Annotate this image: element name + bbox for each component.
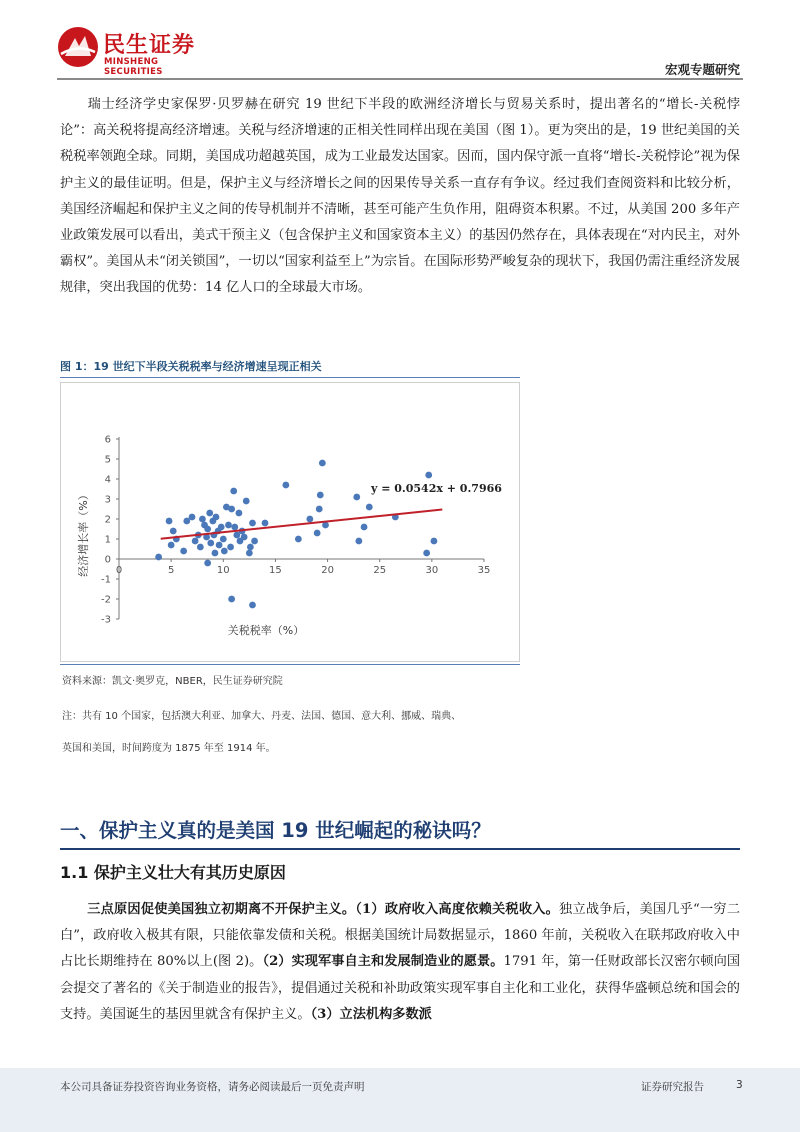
data-point <box>207 540 214 547</box>
data-point <box>355 538 362 545</box>
data-point <box>246 550 253 557</box>
data-point <box>213 514 220 521</box>
subsection-heading: 1.1 保护主义壮大有其历史原因 <box>60 863 286 882</box>
section-heading: 一、保护主义真的是美国 19 世纪崛起的秘诀吗？ <box>60 819 491 842</box>
x-tick-label: 5 <box>167 565 175 576</box>
page-number: 3 <box>736 1079 743 1091</box>
y-tick-label: 3 <box>104 494 111 506</box>
footer-disclaimer: 本公司具备证券投资咨询业务资格，请务必阅读最后一页免责声明 <box>60 1081 365 1093</box>
data-point <box>180 548 187 555</box>
data-point <box>306 516 313 523</box>
section-heading-rule <box>60 848 740 850</box>
y-tick-label: -3 <box>101 614 111 626</box>
y-tick-label: -1 <box>101 574 111 586</box>
y-tick-label: 0 <box>104 554 111 566</box>
x-tick-label: 35 <box>477 565 491 576</box>
data-point <box>192 538 199 545</box>
data-point <box>247 544 254 551</box>
data-point <box>353 494 360 501</box>
figure-bottom-rule <box>60 664 520 665</box>
data-point <box>425 472 432 479</box>
x-tick-label: 30 <box>425 565 439 576</box>
data-point <box>212 550 219 557</box>
data-point <box>243 498 250 505</box>
body-bold-2: （2）实现军事自主和发展制造业的愿景。 <box>262 954 504 970</box>
data-point <box>216 542 223 549</box>
data-point <box>319 460 326 467</box>
data-point <box>423 550 430 557</box>
data-point <box>317 492 324 499</box>
data-point <box>170 528 177 535</box>
page-footer <box>0 1068 800 1132</box>
data-point <box>225 522 232 529</box>
data-point <box>220 536 227 543</box>
data-point <box>366 504 373 511</box>
y-tick-label: 6 <box>104 434 111 446</box>
figure-source: 资料来源：凯文·奥罗克，NBER，民生证券研究院 <box>62 676 283 687</box>
figure-note-line2: 英国和美国，时间跨度为 1875 年至 1914 年。 <box>62 743 276 754</box>
report-type: 宏观专题研究 <box>664 62 740 77</box>
brand-logo <box>57 26 217 77</box>
data-point <box>249 520 256 527</box>
body-text-2: 1791 年，第一任财政部长汉密尔顿向国会提交了著名的《关于制造业的报告》，提倡通过关税和补助政策实现军事自主化和工业化，获得华盛顿总统和国会的支持。美国诞生的基因里就含有保护主义。 <box>60 954 741 1022</box>
x-axis-title: 关税税率（%） <box>227 624 305 637</box>
data-point <box>431 538 438 545</box>
data-point <box>251 538 258 545</box>
body-paragraph <box>60 897 740 1028</box>
data-point <box>228 596 235 603</box>
data-point <box>228 506 235 513</box>
figure-caption: 图 1：19 世纪下半段关税税率与经济增速呈现正相关 <box>60 360 322 373</box>
footer-report-label: 证券研究报告 <box>641 1081 704 1093</box>
data-point <box>241 534 248 541</box>
data-point <box>361 524 368 531</box>
data-point <box>197 544 204 551</box>
data-point <box>316 506 323 513</box>
data-point <box>227 544 234 551</box>
data-point <box>168 542 175 549</box>
data-point <box>295 536 302 543</box>
x-tick-label: 0 <box>115 565 123 576</box>
data-point <box>218 524 225 531</box>
trendline-equation: y = 0.0542x + 0.7966 <box>371 482 502 495</box>
y-tick-label: 2 <box>104 514 111 526</box>
y-axis-title: 经济增长率（%） <box>77 489 90 577</box>
data-point <box>166 518 173 525</box>
data-point <box>206 510 213 517</box>
data-point <box>155 554 162 561</box>
y-tick-label: 1 <box>104 534 111 546</box>
x-tick-label: 15 <box>269 565 282 576</box>
brand-name-en: MINSHENG SECURITIES <box>104 57 163 77</box>
figure-top-rule <box>60 377 520 378</box>
y-tick-label: 5 <box>104 454 111 466</box>
brand-logo-icon <box>57 26 99 68</box>
data-point <box>204 560 211 567</box>
scatter-chart <box>60 382 520 662</box>
data-point <box>262 520 269 527</box>
y-tick-label: -2 <box>101 594 111 606</box>
data-point <box>221 548 228 555</box>
scatter-chart-svg <box>61 383 519 661</box>
data-point <box>231 524 238 531</box>
figure-note-line1: 注：共有 10 个国家，包括澳大利亚、加拿大、丹麦、法国、德国、意大利、挪威、瑞典、 <box>62 711 462 722</box>
data-point <box>204 526 211 533</box>
x-tick-label: 20 <box>321 565 334 576</box>
body-bold-3: （3）立法机构多数派 <box>310 1006 432 1022</box>
x-tick-label: 10 <box>216 565 230 576</box>
data-point <box>314 530 321 537</box>
data-point <box>199 516 206 523</box>
x-tick-label: 25 <box>373 565 387 576</box>
y-tick-label: 4 <box>104 474 111 486</box>
body-lead-bold: 三点原因促使美国独立初期离不开保护主义。（1）政府收入高度依赖关税收入。 <box>87 902 560 917</box>
page-header <box>0 0 800 80</box>
data-point <box>236 510 243 517</box>
data-point <box>230 488 237 495</box>
intro-paragraph <box>60 92 740 302</box>
intro-text: 瑞士经济学史家保罗·贝罗赫在研究 19 世纪下半段的欧洲经济增长与贸易关系时，提出著名的“增长-关税悖论”：高关税将提高经济增速。关税与经济增速的正相关性同样出现在美国（图 1）。更为突出的是，19 世纪美国的关税税率领跑全球。同期，美国成功超越英国，成为工业最发达国家。因而，国内保守派一直将“增长-关税悖论”视为保护主义的最佳证明。但是，保护主义与经济增长之间的因果传导关系一直存有争议。经过我们查阅资料和比较分析，美国经济崛起和保护主义之间的传导机制并不清晰，甚至可能产生负作用，阻碍资本积累。不过，从美国 200 多年产业政策发展可以看出，美式干预主义（包含保护主义和国家资本主义）的基因仍然存在，具体表现在“对内民主，对外霸权”。美国从未“闭关锁国”，一切以“国家利益至上”为宗旨。在国际形势严峻复杂的现状下，我国仍需注重经济发展规律，突出我国的优势：14 亿人口的全球最大市场。 <box>60 97 740 296</box>
data-point <box>189 514 196 521</box>
brand-name-cn: 民生证券 <box>103 33 196 58</box>
body-text-1: 独立战争后，美国几乎“一穷二白”，政府收入极其有限，只能依靠发债和关税。根据美国统计局数据显示，1860 年前，关税收入在联邦政府收入中占比长期维持在 80%以上(图 2)。 <box>60 902 741 970</box>
data-point <box>249 602 256 609</box>
header-divider <box>57 78 743 80</box>
data-point <box>282 482 289 489</box>
